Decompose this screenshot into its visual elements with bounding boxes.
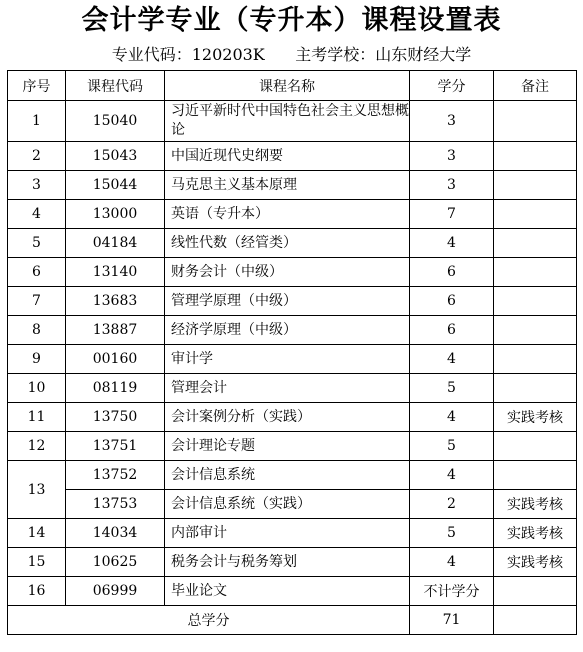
cell-credit: 4 (410, 461, 494, 490)
cell-name: 内部审计 (165, 519, 410, 548)
table-row (8, 345, 577, 374)
cell-code: 13753 (66, 490, 165, 519)
cell-code: 04184 (66, 229, 165, 258)
cell-no: 16 (8, 577, 66, 606)
table-row (8, 519, 577, 548)
cell-credit: 6 (410, 287, 494, 316)
cell-no: 12 (8, 432, 66, 461)
cell-note: 实践考核 (494, 490, 577, 519)
header-note: 备注 (494, 71, 577, 101)
cell-name: 管理会计 (165, 374, 410, 403)
cell-note (494, 171, 577, 200)
cell-name: 毕业论文 (165, 577, 410, 606)
total-label: 总学分 (8, 606, 410, 635)
cell-credit: 5 (410, 432, 494, 461)
cell-note (494, 287, 577, 316)
table-row (8, 432, 577, 461)
cell-code: 13750 (66, 403, 165, 432)
cell-name: 审计学 (165, 345, 410, 374)
cell-code: 13887 (66, 316, 165, 345)
total-row (8, 606, 577, 635)
cell-no: 5 (8, 229, 66, 258)
cell-credit: 不计学分 (410, 577, 494, 606)
cell-credit: 4 (410, 548, 494, 577)
cell-credit: 5 (410, 519, 494, 548)
cell-name: 会计信息系统（实践） (165, 490, 410, 519)
cell-no: 8 (8, 316, 66, 345)
cell-no: 6 (8, 258, 66, 287)
cell-no: 14 (8, 519, 66, 548)
table-row (8, 142, 577, 171)
cell-code: 14034 (66, 519, 165, 548)
school-label: 主考学校： (295, 45, 376, 64)
table-row (8, 316, 577, 345)
cell-name: 税务会计与税务筹划 (165, 548, 410, 577)
cell-name: 经济学原理（中级） (165, 316, 410, 345)
cell-credit: 5 (410, 374, 494, 403)
cell-note: 实践考核 (494, 548, 577, 577)
cell-name: 英语（专升本） (165, 200, 410, 229)
cell-note (494, 345, 577, 374)
table-row (8, 548, 577, 577)
cell-name: 会计理论专题 (165, 432, 410, 461)
cell-code: 15040 (66, 101, 165, 142)
table-row (8, 101, 577, 142)
cell-credit: 7 (410, 200, 494, 229)
cell-code: 06999 (66, 577, 165, 606)
cell-note (494, 461, 577, 490)
cell-code: 13000 (66, 200, 165, 229)
table-header-row (8, 71, 577, 101)
cell-code: 13752 (66, 461, 165, 490)
table-row (8, 490, 577, 519)
cell-code: 13751 (66, 432, 165, 461)
cell-code: 08119 (66, 374, 165, 403)
total-credit: 71 (410, 606, 494, 635)
cell-note: 实践考核 (494, 519, 577, 548)
cell-code: 13140 (66, 258, 165, 287)
total-note (494, 606, 577, 635)
cell-name: 财务会计（中级） (165, 258, 410, 287)
major-code-label: 专业代码： (111, 45, 192, 64)
school-value: 山东财经大学 (375, 45, 472, 64)
cell-note (494, 316, 577, 345)
cell-credit: 4 (410, 403, 494, 432)
page-subtitle (0, 44, 583, 66)
cell-credit: 3 (410, 142, 494, 171)
cell-note: 实践考核 (494, 403, 577, 432)
cell-note (494, 142, 577, 171)
cell-credit: 4 (410, 345, 494, 374)
table-row (8, 258, 577, 287)
cell-credit: 4 (410, 229, 494, 258)
cell-code: 15043 (66, 142, 165, 171)
table-row (8, 229, 577, 258)
cell-code: 13683 (66, 287, 165, 316)
cell-no: 4 (8, 200, 66, 229)
cell-no: 10 (8, 374, 66, 403)
cell-no: 7 (8, 287, 66, 316)
table-row (8, 577, 577, 606)
cell-no: 1 (8, 101, 66, 142)
cell-name: 会计信息系统 (165, 461, 410, 490)
cell-name: 会计案例分析（实践） (165, 403, 410, 432)
cell-note (494, 101, 577, 142)
cell-no: 3 (8, 171, 66, 200)
header-code: 课程代码 (66, 71, 165, 101)
cell-code: 15044 (66, 171, 165, 200)
major-code-value: 120203K (191, 45, 265, 64)
table-row (8, 171, 577, 200)
cell-name: 习近平新时代中国特色社会主义思想概论 (165, 101, 410, 142)
table-row (8, 287, 577, 316)
cell-credit: 6 (410, 316, 494, 345)
header-credit: 学分 (410, 71, 494, 101)
cell-credit: 3 (410, 171, 494, 200)
cell-name: 马克思主义基本原理 (165, 171, 410, 200)
cell-credit: 2 (410, 490, 494, 519)
cell-credit: 6 (410, 258, 494, 287)
cell-name: 管理学原理（中级） (165, 287, 410, 316)
cell-code: 00160 (66, 345, 165, 374)
page-title: 会计学专业（专升本）课程设置表 (81, 5, 502, 36)
cell-note (494, 374, 577, 403)
table-row (8, 374, 577, 403)
cell-no: 13 (8, 461, 66, 519)
cell-note (494, 200, 577, 229)
cell-no: 11 (8, 403, 66, 432)
cell-name: 线性代数（经管类） (165, 229, 410, 258)
header-no: 序号 (8, 71, 66, 101)
table-row (8, 403, 577, 432)
cell-credit: 3 (410, 101, 494, 142)
course-table (7, 70, 577, 635)
table-row (8, 461, 577, 490)
cell-no: 15 (8, 548, 66, 577)
cell-note (494, 577, 577, 606)
cell-no: 9 (8, 345, 66, 374)
cell-note (494, 229, 577, 258)
cell-note (494, 432, 577, 461)
cell-name: 中国近现代史纲要 (165, 142, 410, 171)
cell-code: 10625 (66, 548, 165, 577)
header-name: 课程名称 (165, 71, 410, 101)
cell-no: 2 (8, 142, 66, 171)
table-row (8, 200, 577, 229)
cell-note (494, 258, 577, 287)
